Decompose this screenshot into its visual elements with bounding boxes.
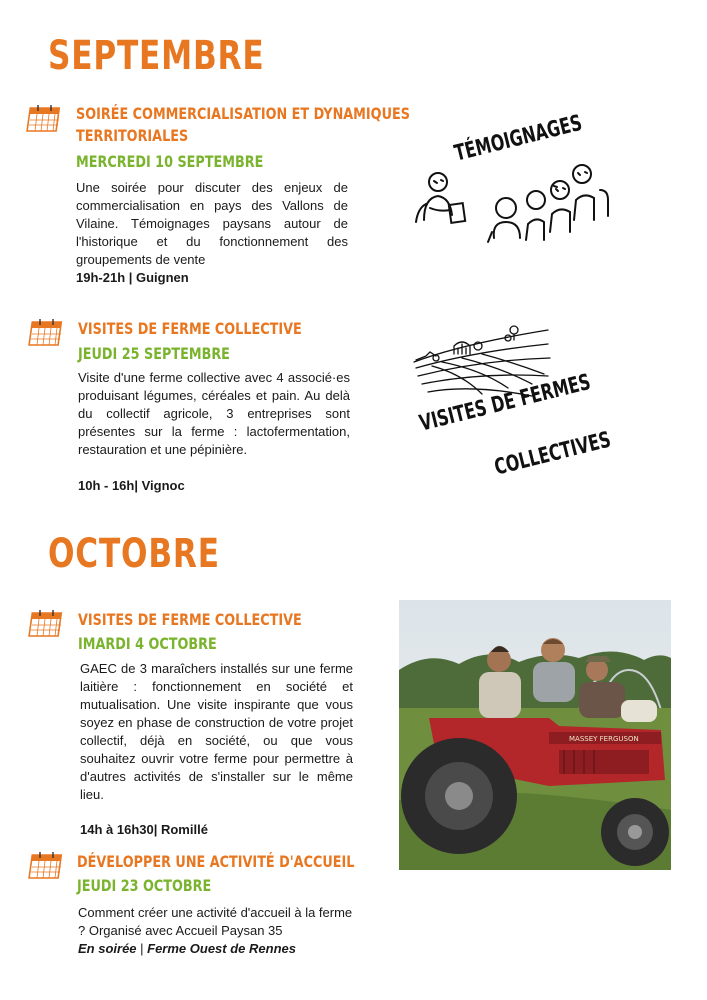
visites-label-line1: VISITES DE FERMES [416,369,594,437]
event-description: Visite d'une ferme collective avec 4 associé·es produisant légumes, céréales et pain. Au delà du collectif agricole, 3 entreprises sont présentes sur la ferme : lactofermentation, restauration et une pépinière. [78,370,350,457]
farmers-tractor-photo [399,600,671,870]
event-location: Ferme Ouest de Rennes [147,941,296,956]
temoignages-label: TÉMOIGNAGES [451,110,585,167]
visites-label-line2: COLLECTIVES [491,427,614,481]
event-time-location: 10h - 16h| Vignoc [78,478,185,493]
event-description: Comment créer une activité d'accueil à la ferme ? Organisé avec Accueil Paysan 35 [78,905,353,938]
calendar-icon [29,317,65,347]
testimony-people-illustration [410,160,620,250]
event-date: IMARDI 4 OCTOBRE [78,634,217,653]
month-heading-september: SEPTEMBRE [48,33,265,79]
event-title: SOIRÉE COMMERCIALISATION ET DYNAMIQUES [76,104,410,123]
event-time: En soirée [78,941,137,956]
calendar-icon [29,608,65,638]
event-title: VISITES DE FERME COLLECTIVE [78,610,302,629]
tractor-brand: MASSEY FERGUSON [569,735,639,743]
event-date: JEUDI 25 SEPTEMBRE [78,344,230,363]
event-title: DÉVELOPPER UNE ACTIVITÉ D'ACCUEIL [77,852,355,871]
event-title-line2: TERRITORIALES [76,126,189,145]
event-title: VISITES DE FERME COLLECTIVE [78,319,302,338]
event-description: Une soirée pour discuter des enjeux de commercialisation en pays des Vallons de Vilaine. Témoignages paysans autour de l'historique et du fonctionnement des groupements de vente [76,180,348,267]
event-date: MERCREDI 10 SEPTEMBRE [76,152,264,171]
event-time-location: 14h à 16h30| Romillé [80,822,208,837]
calendar-icon [29,850,65,880]
calendar-icon [27,103,63,133]
footer-separator: | [136,941,148,956]
event-description: GAEC de 3 maraîchers installés sur une ferme laitière : fonctionnement en société et mutualisation. Une visite inspirante que vous soyez en phase de construction de votre projet collectif, déjà en société, ou que vous souhaitez ouvrir votre ferme pour permettre à d'autres activités de s'installer sur le même lieu. [80,661,353,802]
event-time-location [78,940,296,958]
event-time-location: 19h-21h | Guignen [76,270,189,285]
month-heading-october: OCTOBRE [48,531,220,577]
event-date: JEUDI 23 OCTOBRE [77,876,212,895]
